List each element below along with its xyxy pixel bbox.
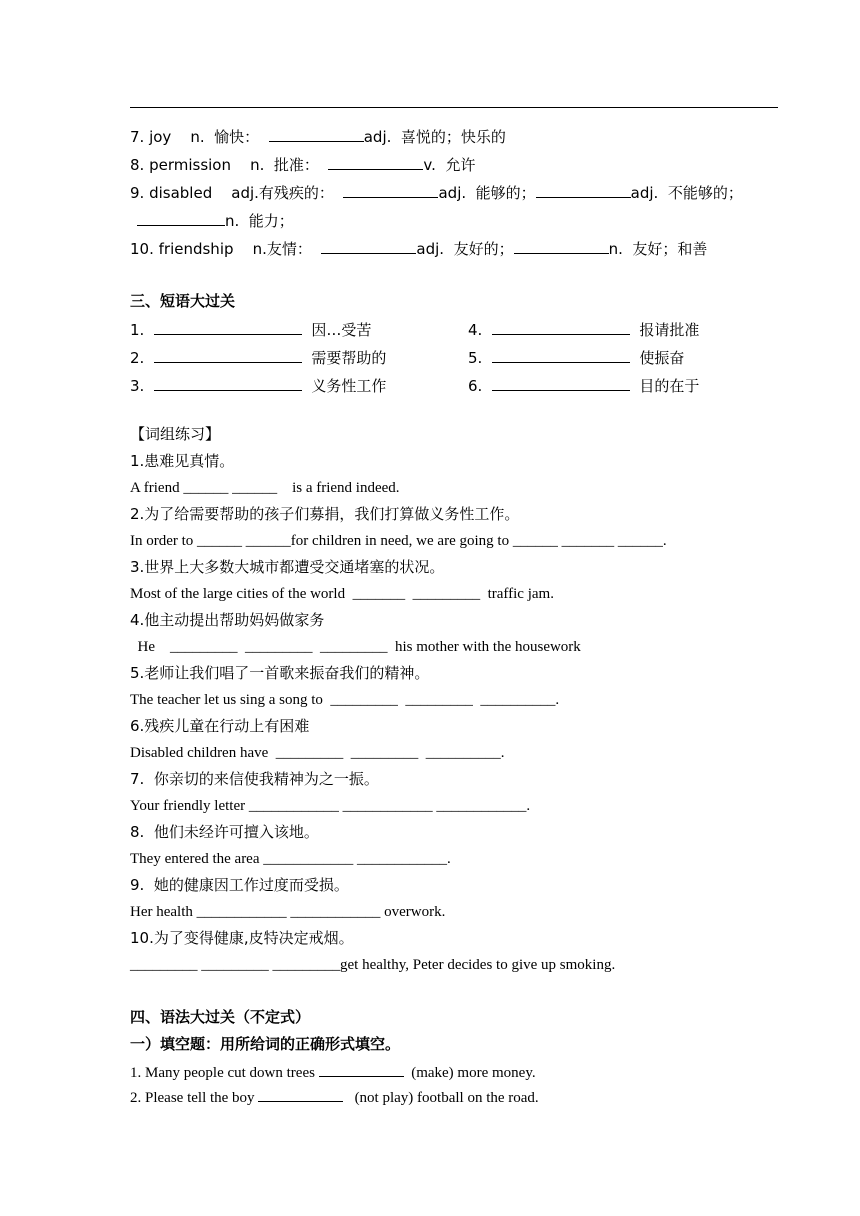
blank[interactable] <box>137 211 225 226</box>
vocab-9-cont: n. 能力； <box>137 211 294 230</box>
phrase-6: 6. 目的在于 <box>468 377 700 395</box>
blank[interactable] <box>328 155 423 170</box>
blank[interactable] <box>514 239 609 254</box>
exercise-7-cn: 7. 你亲切的来信使我精神为之一振。 <box>130 770 379 788</box>
exercise-1-en[interactable]: A friend ______ ______ is a friend indeed. <box>130 480 400 496</box>
exercise-7-en[interactable]: Your friendly letter ____________ ____________ ____________. <box>130 798 531 814</box>
exercise-8-cn: 8. 他们未经许可擅入该地。 <box>130 823 319 841</box>
blank[interactable] <box>492 376 630 391</box>
exercise-5-en[interactable]: The teacher let us sing a song to _________ _________ __________. <box>130 692 560 708</box>
grammar-2: 2. Please tell the boy (not play) football on the road. <box>130 1087 539 1107</box>
blank[interactable] <box>492 348 630 363</box>
exercise-1-cn: 1.患难见真情。 <box>130 452 235 470</box>
phrase-1: 1. 因…受苦 <box>130 321 372 339</box>
phrase-2: 2. 需要帮助的 <box>130 349 387 367</box>
exercise-9-en[interactable]: Her health ____________ ____________ overwork. <box>130 904 446 920</box>
phrase-3: 3. 义务性工作 <box>130 377 387 395</box>
exercise-3-en[interactable]: Most of the large cities of the world _______ _________ traffic jam. <box>130 586 554 602</box>
blank[interactable] <box>321 239 416 254</box>
exercise-10-en[interactable]: _________ _________ _________get healthy, Peter decides to give up smoking. <box>130 957 616 973</box>
exercise-6-en[interactable]: Disabled children have _________ _________ __________. <box>130 745 505 761</box>
phrase-5: 5. 使振奋 <box>468 349 685 367</box>
exercise-6-cn: 6.残疾儿童在行动上有困难 <box>130 717 310 735</box>
section4-title: 四、语法大过关（不定式） <box>130 1008 311 1026</box>
exercise-2-cn: 2.为了给需要帮助的孩子们募捐，我们打算做义务性工作。 <box>130 505 520 523</box>
exercise-10-cn: 10.为了变得健康,皮特决定戒烟。 <box>130 929 354 947</box>
blank[interactable] <box>343 183 438 198</box>
phrase-4: 4. 报请批准 <box>468 321 700 339</box>
vocab-8: 8. permission n. 批准： v. 允许 <box>130 156 476 174</box>
top-rule <box>130 107 778 108</box>
exercise-2-en[interactable]: In order to ______ ______for children in need, we are going to ______ _______ ______. <box>130 533 667 549</box>
blank[interactable] <box>258 1087 343 1102</box>
vocab-7: 7. joy n. 愉快： adj. 喜悦的；快乐的 <box>130 128 506 146</box>
grammar-1: 1. Many people cut down trees (make) more money. <box>130 1062 536 1082</box>
exercise-4-en[interactable]: He _________ _________ _________ his mother with the housework <box>130 639 581 655</box>
practice-title: 【词组练习】 <box>130 425 221 443</box>
vocab-10: 10. friendship n.友情： adj. 友好的； n. 友好；和善 <box>130 240 708 258</box>
exercise-4-cn: 4.他主动提出帮助妈妈做家务 <box>130 611 325 629</box>
blank[interactable] <box>536 183 631 198</box>
exercise-9-cn: 9. 她的健康因工作过度而受损。 <box>130 876 349 894</box>
exercise-8-en[interactable]: They entered the area ____________ ____________. <box>130 851 451 867</box>
blank[interactable] <box>154 376 302 391</box>
blank[interactable] <box>269 127 364 142</box>
blank[interactable] <box>319 1062 404 1077</box>
blank[interactable] <box>154 320 302 335</box>
section3-title: 三、短语大过关 <box>130 292 236 310</box>
blank[interactable] <box>492 320 630 335</box>
vocab-9: 9. disabled adj.有残疾的： adj. 能够的； adj. 不能够的； <box>130 184 743 202</box>
grammar-subtitle: 一）填空题：用所给词的正确形式填空。 <box>130 1035 401 1053</box>
exercise-5-cn: 5.老师让我们唱了一首歌来振奋我们的精神。 <box>130 664 430 682</box>
exercise-3-cn: 3.世界上大多数大城市都遭受交通堵塞的状况。 <box>130 558 445 576</box>
blank[interactable] <box>154 348 302 363</box>
